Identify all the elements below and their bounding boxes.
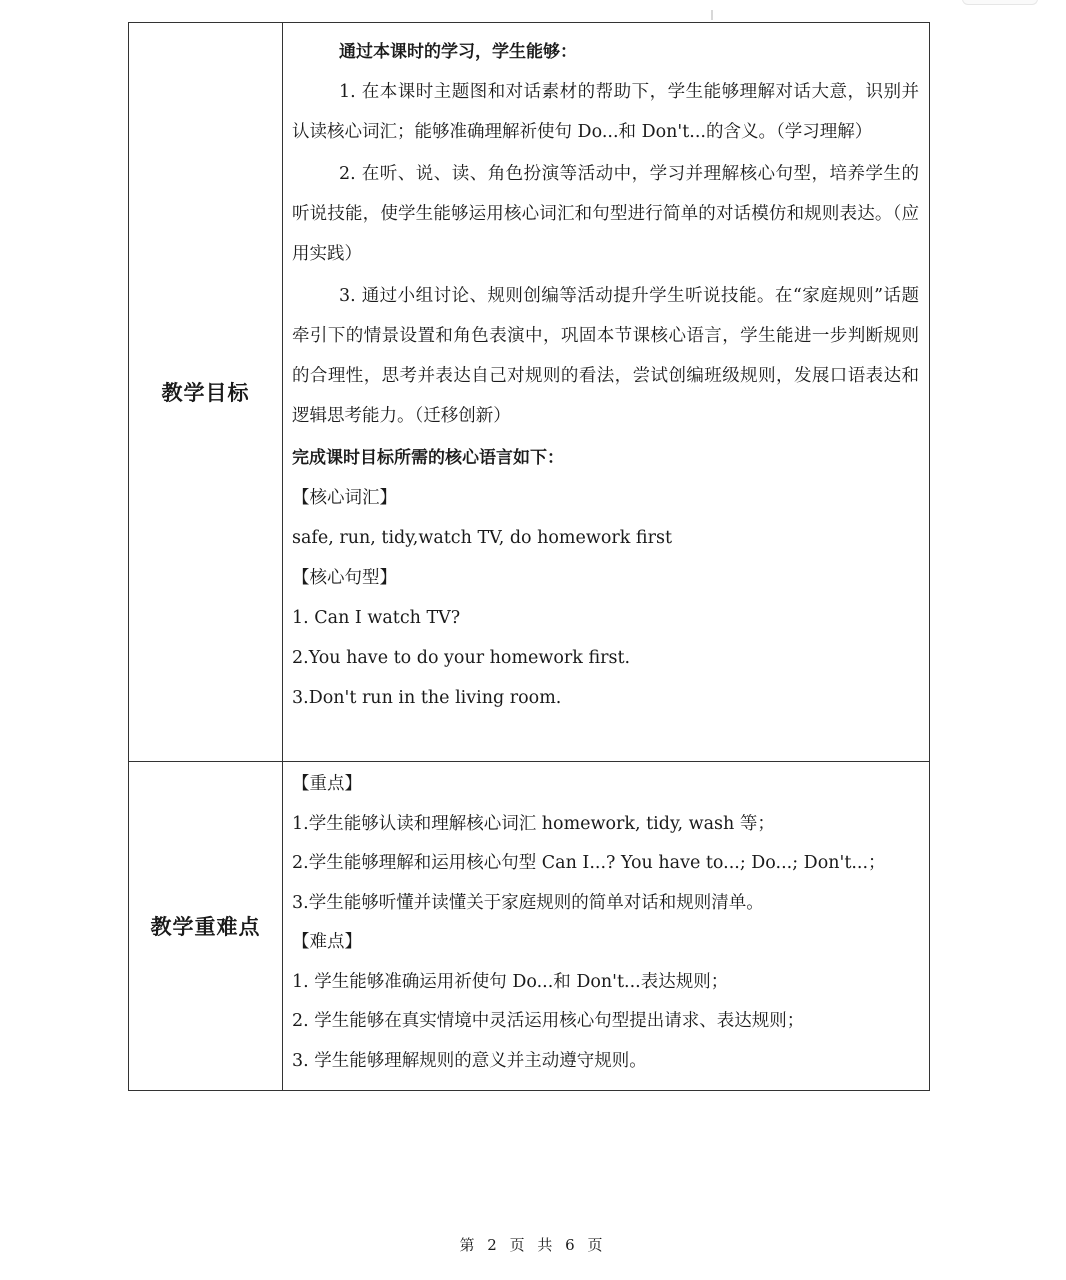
key-item-2: 2.学生能够理解和运用核心句型 Can I...? You have to...; Do...; Don't...； (292, 853, 886, 873)
key-item-1: 1.学生能够认读和理解核心词汇 homework, tidy, wash 等； (292, 813, 775, 834)
key-item-3: 3.学生能够听懂并读懂关于家庭规则的简单对话和规则清单。 (292, 892, 764, 913)
key-heading: 【重点】 (292, 774, 362, 794)
core-language-heading: 完成课时目标所需的核心语言如下： (292, 448, 564, 468)
goals-intro: 通过本课时的学习，学生能够： (339, 42, 577, 62)
key-points-label-cell (129, 762, 283, 1091)
teaching-goals-row (129, 23, 930, 762)
goal-paragraph-3: 3. 通过小组讨论、规则创编等活动提升学生听说技能。在“家庭规则”话题牵引下的情景设置和角色表演中，巩固本节课核心语言，学生能进一步判断规则的合理性，思考并表达自己对规则的看法，尝试创编班级规则，发展口语表达和逻辑思考能力。（迁移创新） (292, 286, 919, 426)
core-sentence-2: 2.You have to do your homework first. (292, 648, 631, 668)
teaching-goals-content-cell (283, 23, 930, 762)
difficult-item-2: 2. 学生能够在真实情境中灵活运用核心句型提出请求、表达规则； (292, 1011, 805, 1031)
difficult-item-3: 3. 学生能够理解规则的意义并主动遵守规则。 (292, 1050, 647, 1071)
goal-paragraph-2: 2. 在听、说、读、角色扮演等活动中，学习并理解核心句型，培养学生的听说技能，使学生能够运用核心词汇和句型进行简单的对话模仿和规则表达。（应用实践） (292, 164, 919, 264)
page-indicator: 第 2 页 共 6 页 (459, 1236, 607, 1254)
teaching-goals-label: 教学目标 (161, 381, 250, 405)
core-sentence-heading: 【核心句型】 (292, 568, 397, 588)
key-points-content-cell (283, 762, 930, 1091)
core-sentence-3: 3.Don't run in the living room. (292, 688, 562, 708)
scan-mark (711, 10, 713, 20)
key-points-label: 教学重难点 (150, 915, 261, 939)
difficult-item-1: 1. 学生能够准确运用祈使句 Do...和 Don't...表达规则； (292, 971, 729, 992)
top-corner-decoration (962, 0, 1038, 5)
core-vocab-list: safe, run, tidy,watch TV, do homework first (292, 528, 672, 548)
difficult-heading: 【难点】 (292, 932, 362, 952)
core-vocab-heading: 【核心词汇】 (292, 488, 397, 508)
lesson-plan-table (128, 22, 930, 1091)
teaching-goals-label-cell (129, 23, 283, 762)
core-sentence-1: 1. Can I watch TV? (292, 608, 461, 628)
goal-paragraph-1: 1. 在本课时主题图和对话素材的帮助下，学生能够理解对话大意，识别并认读核心词汇；能够准确理解祈使句 Do...和 Don't...的含义。（学习理解） (292, 82, 919, 142)
key-points-row (129, 762, 930, 1091)
